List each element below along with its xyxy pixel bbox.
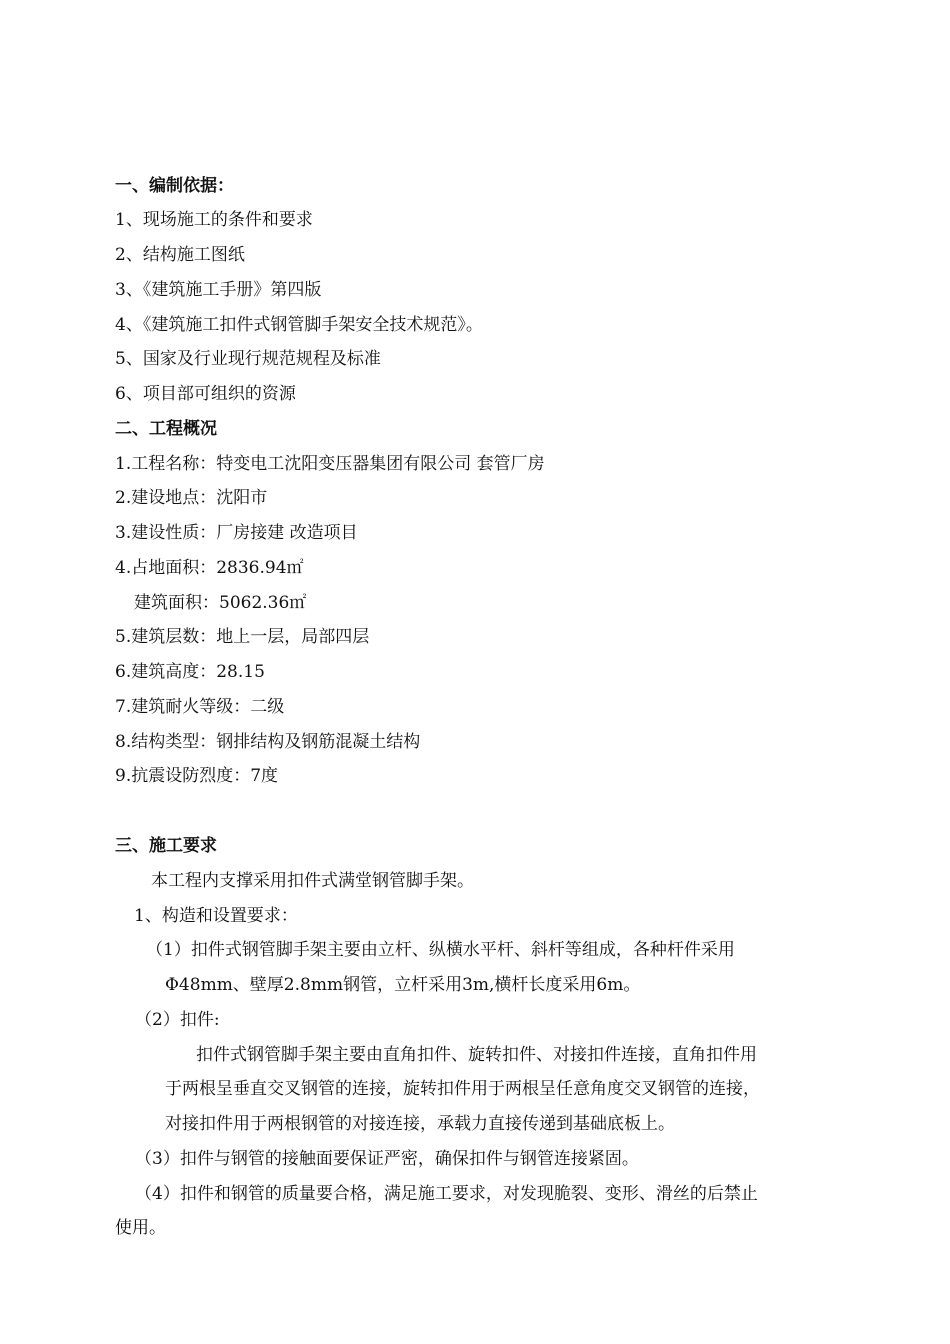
section3-p2-line2: 于两根呈垂直交叉钢管的连接，旋转扣件用于两根呈任意角度交叉钢管的连接， (165, 1079, 760, 1099)
section2-item-5: 5.建筑层数：地上一层，局部四层 (115, 627, 370, 647)
section3-p4-line1: （4）扣件和钢管的质量要合格，满足施工要求，对发现脆裂、变形、滑丝的后禁止 (135, 1184, 758, 1204)
section3-p1-line2: Φ48mm、壁厚2.8mm钢管，立杆采用3m,横杆长度采用6m。 (165, 975, 641, 995)
section2-item-4b: 建筑面积：5062.36㎡ (134, 593, 307, 613)
section3-p2-label: （2）扣件: (135, 1010, 220, 1030)
section1-item-5: 5、国家及行业现行规范规程及标准 (115, 349, 381, 369)
section1-item-2: 2、结构施工图纸 (115, 245, 245, 265)
section1-item-6: 6、项目部可组织的资源 (115, 384, 296, 404)
section2-item-1: 1.工程名称：特变电工沈阳变压器集团有限公司 套管厂房 (115, 454, 545, 474)
section2-heading: 二、工程概况 (115, 419, 217, 439)
section2-item-7: 7.建筑耐火等级：二级 (115, 697, 285, 717)
section3-intro: 本工程内支撑采用扣件式满堂钢管脚手架。 (151, 871, 474, 891)
section2-item-8: 8.结构类型：钢排结构及钢筋混凝土结构 (115, 732, 421, 752)
section2-item-4: 4.占地面积：2836.94㎡ (115, 558, 304, 578)
section3-p3: （3）扣件与钢管的接触面要保证严密，确保扣件与钢管连接紧固。 (135, 1149, 639, 1169)
section3-sub1: 1、构造和设置要求： (134, 906, 298, 926)
section2-item-3: 3.建设性质：厂房接建 改造项目 (115, 523, 358, 543)
section3-p2-line1: 扣件式钢管脚手架主要由直角扣件、旋转扣件、对接扣件连接，直角扣件用 (196, 1045, 757, 1065)
section2-item-6: 6.建筑高度：28.15 (115, 662, 265, 682)
section3-p1-line1: （1）扣件式钢管脚手架主要由立杆、纵横水平杆、斜杆等组成，各种杆件采用 (146, 940, 735, 960)
section1-item-3: 3、《建筑施工手册》第四版 (115, 280, 322, 300)
section3-p2-line3: 对接扣件用于两根钢管的对接连接，承载力直接传递到基础底板上。 (165, 1114, 675, 1134)
section1-item-4: 4、《建筑施工扣件式钢管脚手架安全技术规范》。 (115, 315, 483, 335)
section2-item-2: 2.建设地点：沈阳市 (115, 488, 268, 508)
section1-heading: 一、编制依据： (115, 176, 234, 196)
section3-p4-line2: 使用。 (115, 1218, 166, 1238)
section1-item-1: 1、现场施工的条件和要求 (115, 210, 313, 230)
section2-item-9: 9.抗震设防烈度：7度 (115, 766, 279, 786)
section3-heading: 三、施工要求 (115, 836, 217, 856)
